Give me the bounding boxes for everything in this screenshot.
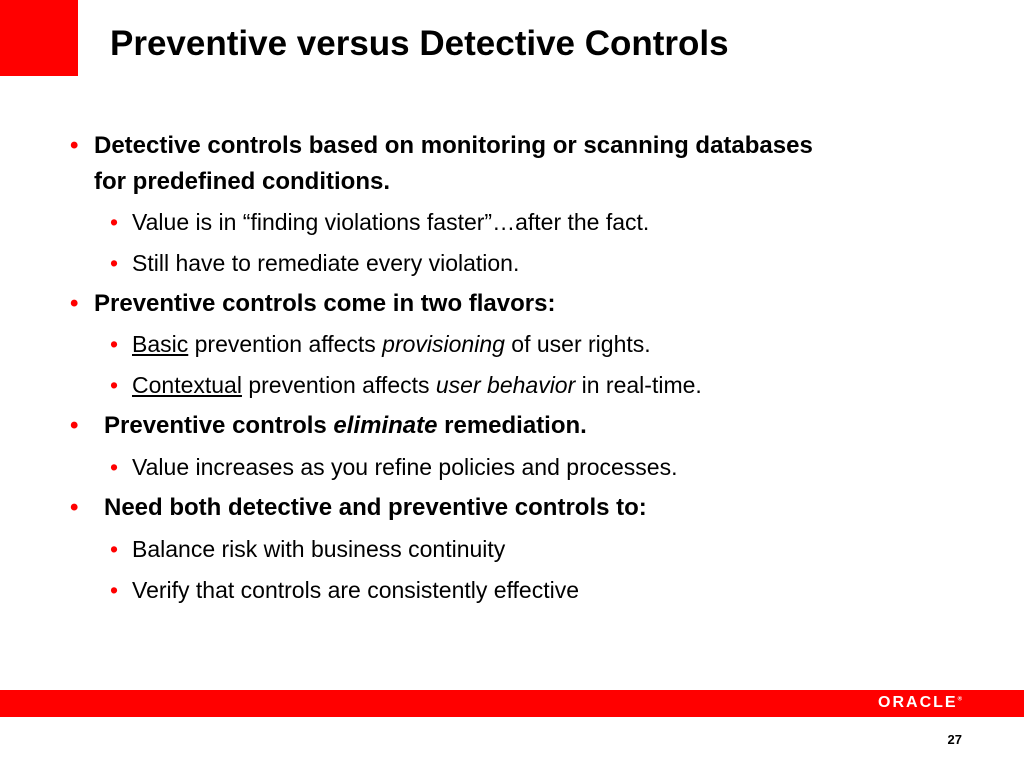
- page-number: 27: [947, 732, 962, 747]
- bullet-marker: •: [110, 250, 119, 276]
- oracle-logo: [878, 694, 962, 712]
- text-run: in real-time.: [575, 372, 702, 398]
- bullet-marker: •: [110, 372, 119, 398]
- bullet-marker: •: [110, 577, 119, 603]
- bullet-marker: •: [70, 494, 79, 521]
- slide-title: Preventive versus Detective Controls: [110, 24, 729, 63]
- underlined-term: Basic: [132, 331, 189, 357]
- bullet-marker: •: [110, 454, 119, 480]
- bullet-text: Detective controls based on monitoring or scanning databases: [94, 132, 813, 159]
- bullet-marker: •: [110, 331, 119, 357]
- text-run: prevention affects: [241, 372, 436, 398]
- bullet-marker: •: [110, 209, 119, 235]
- bullet-text: Balance risk with business continuity: [132, 536, 506, 562]
- bullet-text: [132, 327, 651, 361]
- text-run: Preventive controls: [104, 412, 334, 439]
- bullet-marker: •: [110, 536, 119, 562]
- registered-mark: ®: [957, 696, 962, 703]
- italic-term: provisioning: [382, 331, 505, 357]
- italic-term: user behavior: [435, 372, 576, 398]
- underlined-term: Contextual: [132, 372, 242, 398]
- bullet-text: Preventive controls come in two flavors:: [94, 290, 556, 317]
- bullet-text: Still have to remediate every violation.: [132, 250, 520, 276]
- text-run: remediation.: [437, 412, 587, 439]
- bullet-text: Verify that controls are consistently effective: [132, 577, 580, 603]
- footer-bar: [0, 690, 1024, 717]
- bullet-text: for predefined conditions.: [94, 168, 391, 195]
- bullet-text: [104, 409, 587, 443]
- bullet-text: Value increases as you refine policies and processes.: [132, 454, 678, 480]
- bullet-marker: •: [70, 132, 79, 159]
- text-run: prevention affects: [188, 331, 383, 357]
- bullet-text: Value is in “finding violations faster”…after the fact.: [132, 209, 650, 235]
- text-run: of user rights.: [504, 331, 651, 357]
- italic-term: eliminate: [333, 412, 438, 439]
- logo-wordmark: ORACLE: [878, 694, 958, 711]
- bullet-text: Need both detective and preventive controls to:: [104, 494, 647, 521]
- bullet-marker: •: [70, 412, 79, 439]
- bullet-marker: •: [70, 290, 79, 317]
- bullet-text: [132, 368, 702, 402]
